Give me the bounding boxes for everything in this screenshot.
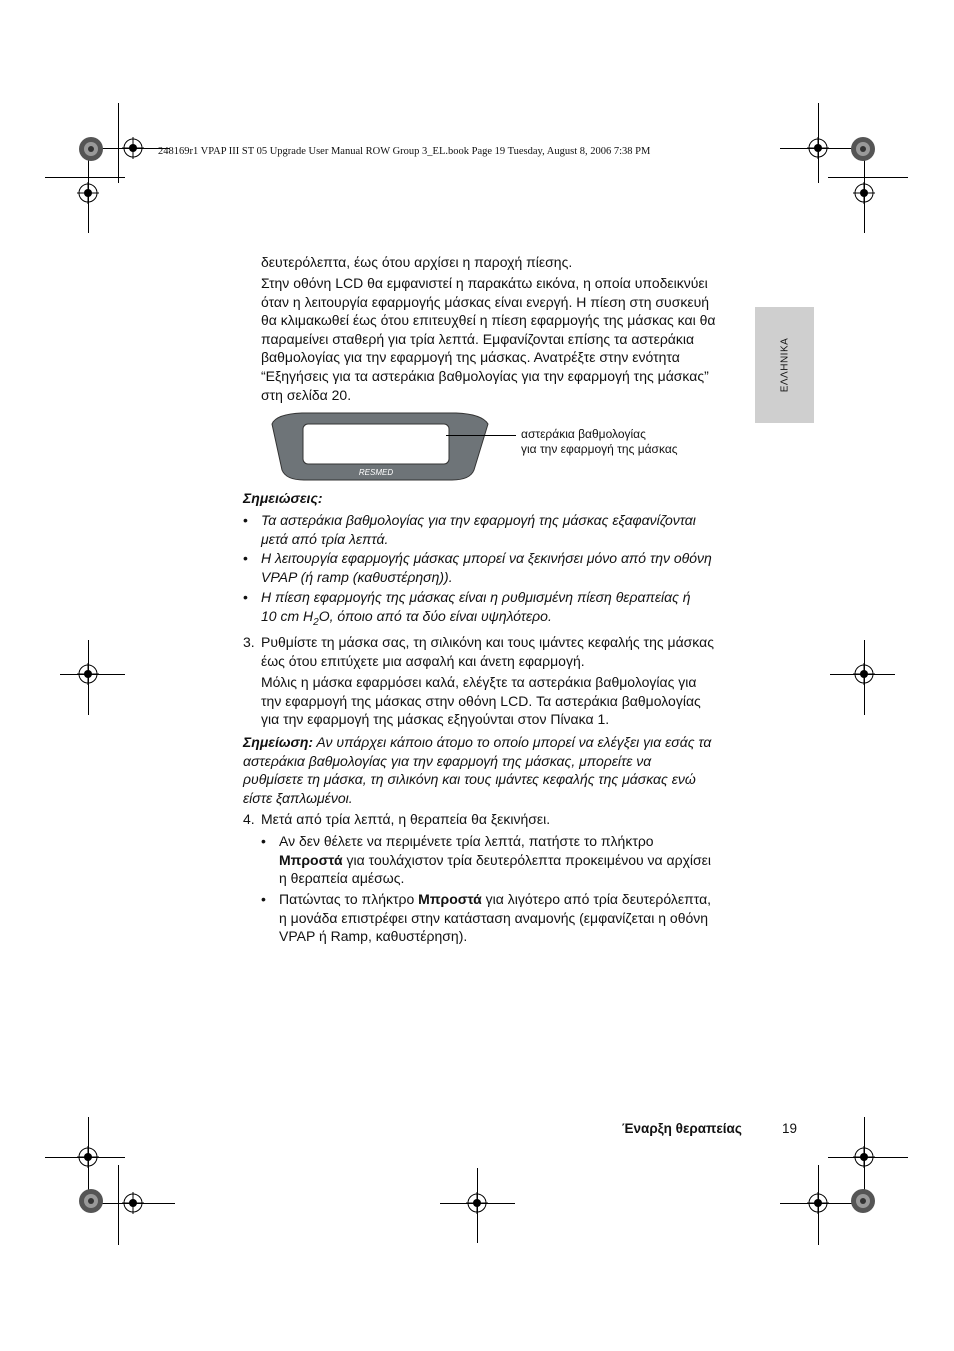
footer-section-title: Έναρξη θεραπείας xyxy=(622,1121,742,1136)
registration-mark-icon xyxy=(122,1192,144,1214)
color-target-icon xyxy=(850,1188,876,1214)
note-2: Σημείωση: Αν υπάρχει κάποιο άτομο το οποίο μπορεί να ελέγξει για εσάς τα αστεράκια βαθμολογίας για την εφαρμογή της μάσκας, μπορείτε να ρυθμίσετε τη μάσκα, τη σιλικόνη και τους ιμάντες κεφαλής της μάσκας ενώ είστε ξαπλωμένοι. xyxy=(243,734,712,806)
notes-heading: Σημειώσεις: xyxy=(243,490,323,506)
color-target-icon xyxy=(850,136,876,162)
registration-mark-icon xyxy=(122,137,144,159)
intro-line-1: Στην οθόνη LCD θα εμφανιστεί η παρακάτω εικόνα, η οποία υποδεικνύει xyxy=(261,275,708,291)
bullet-icon: • xyxy=(261,891,266,907)
lcd-display-illustration xyxy=(262,410,494,482)
intro-paragraph xyxy=(261,274,751,404)
registration-mark-icon xyxy=(77,182,99,204)
intro-line-6: “Εξηγήσεις για τα αστεράκια βαθμολογίας για την εφαρμογή της μάσκας” xyxy=(261,367,709,384)
registration-mark-icon xyxy=(807,1192,829,1214)
intro-line-5: βαθμολογίας για την εφαρμογή της μάσκας. Ανατρέξτε στην ενότητα xyxy=(261,349,680,366)
lcd-callout: αστεράκια βαθμολογίας για την εφαρμογή της μάσκας xyxy=(521,427,678,456)
intro-line-2: όταν η λειτουργία εφαρμογής μάσκας είναι ενεργή. Η πίεση στη συσκευή xyxy=(261,293,710,310)
step-number: 4. xyxy=(243,811,255,827)
registration-mark-icon xyxy=(807,137,829,159)
bullet-icon: • xyxy=(243,512,248,528)
bullet-icon: • xyxy=(261,833,266,849)
registration-mark-icon xyxy=(853,1146,875,1168)
lcd-callout-line xyxy=(446,435,516,436)
registration-mark-icon xyxy=(77,1146,99,1168)
intro-line-4: παραμείνει σταθερή για τρία λεπτά. Εμφανίζονται επίσης τα αστεράκια xyxy=(261,330,695,347)
page-number: 19 xyxy=(782,1121,798,1136)
intro-line: δευτερόλεπτα, έως ότου αρχίσει η παροχή πίεσης. xyxy=(261,254,573,270)
intro-line-7: στη σελίδα 20. xyxy=(261,386,352,403)
language-tab xyxy=(755,307,814,423)
lcd-brand-logo: RESMED xyxy=(358,468,394,477)
registration-mark-icon xyxy=(77,663,99,685)
step-3-detail: Μόλις η μάσκα εφαρμόσει καλά, ελέγξτε τα αστεράκια βαθμολογίας για την εφαρμογή της μάσκας στην οθόνη LCD. Τα αστεράκια βαθμολογίας για την εφαρμογή της μάσκας εξηγούνται στον Πίνακα 1. xyxy=(261,674,701,728)
registration-mark-icon xyxy=(853,663,875,685)
forward-key-label: Μπροστά xyxy=(279,851,343,868)
language-tab-label: ΕΛΛΗΝΙΚΑ xyxy=(779,337,790,393)
registration-mark-icon xyxy=(466,1192,488,1214)
intro-line-3: θα κλιμακωθεί έως ότου επιτευχθεί η πίεση εφαρμογής της μάσκας και θα xyxy=(261,312,716,329)
bullet-icon: • xyxy=(243,589,248,605)
note-2-label: Σημείωση: xyxy=(243,734,314,750)
registration-mark-icon xyxy=(853,182,875,204)
color-target-icon xyxy=(78,1188,104,1214)
forward-key-label: Μπροστά xyxy=(418,891,482,907)
color-target-icon xyxy=(78,136,104,162)
step-number: 3. xyxy=(243,634,255,650)
print-header: 248169r1 VPAP III ST 05 Upgrade User Manual ROW Group 3_EL.book Page 19 Tuesday, August 8, 2006 7:38 PM xyxy=(158,146,651,157)
bullet-icon: • xyxy=(243,550,248,566)
